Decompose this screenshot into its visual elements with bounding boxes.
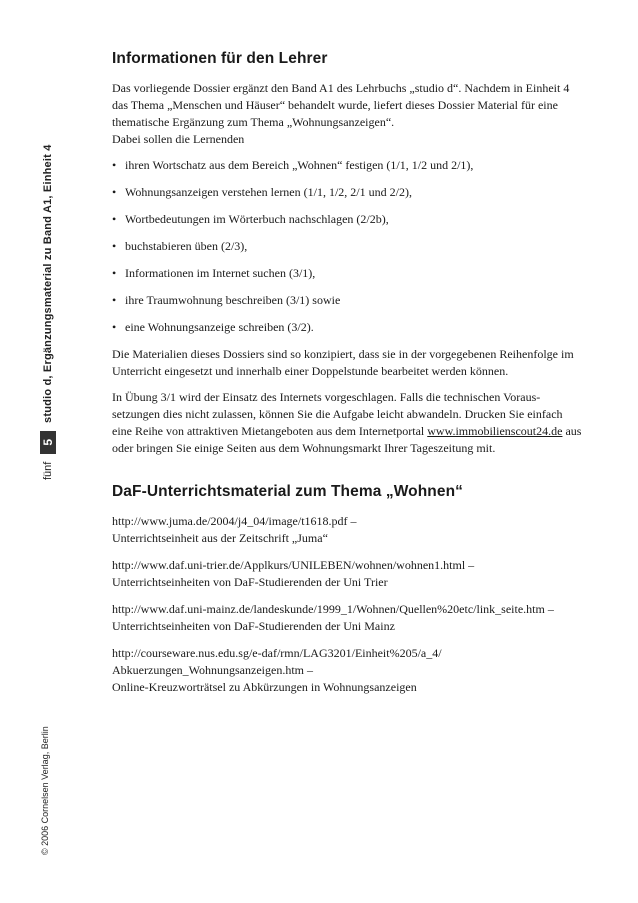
- copyright-notice: © 2006 Cornelsen Verlag, Berlin: [40, 726, 50, 855]
- page-number-badge: 5: [40, 431, 56, 454]
- internet-paragraph: In Übung 3/1 wird der Einsatz des Internets vorgeschlagen. Falls die technischen Voraus-setzungen dies nicht zulassen, können Sie die Aufgabe leicht abwandeln. Drucken Sie einfach eine Reihe von attraktiven Mietangeboten aus dem Internetportal www.immobilienscout24.de aus oder bringen Sie einige Seiten aus dem Wohnungsmarkt Ihrer Tageszeitung mit.: [112, 390, 582, 455]
- resource-item: [112, 557, 582, 591]
- resource-item: [112, 645, 582, 696]
- list-item: • Informationen im Internet suchen (3/1),: [112, 266, 316, 280]
- objectives-list: [112, 157, 582, 336]
- list-item: • eine Wohnungsanzeige schreiben (3/2).: [112, 320, 314, 334]
- list-item: • buchstabieren üben (2/3),: [112, 239, 248, 253]
- list-item: • Wohnungsanzeigen verstehen lernen (1/1, 1/2, 2/1 und 2/2),: [112, 185, 412, 199]
- page-word: fünf: [42, 461, 54, 480]
- resource-item: [112, 513, 582, 547]
- section-title-teacher-info: Informationen für den Lehrer: [112, 50, 328, 67]
- lead-text: Dabei sollen die Lernenden: [112, 132, 245, 146]
- main-content: [112, 50, 582, 706]
- resource-description: Unterrichtseinheit aus der Zeitschrift „Juma“: [112, 531, 328, 545]
- resource-url[interactable]: http://www.daf.uni-mainz.de/landeskunde/1999_1/Wohnen/Quellen%20etc/link_seite.htm –: [112, 602, 554, 616]
- section-title-daf-material: DaF-Unterrichtsmaterial zum Thema „Wohnen“: [112, 483, 463, 500]
- intro-paragraph: [112, 80, 582, 148]
- resource-item: [112, 601, 582, 635]
- materials-paragraph: Die Materialien dieses Dossiers sind so konzipiert, dass sie in der vorgegebenen Reihenfolge im Unterricht eingesetzt und innerhalb einer Doppelstunde bearbeitet werden können.: [112, 347, 574, 378]
- resource-url[interactable]: http://www.juma.de/2004/j4_04/image/t1618.pdf –: [112, 514, 357, 528]
- series-title: studio d, Ergänzungsmaterial zu Band A1, Einheit 4: [42, 144, 54, 423]
- intro-text: Das vorliegende Dossier ergänzt den Band A1 des Lehrbuchs „studio d“. Nachdem in Einheit 4 das Thema „Menschen und Häuser“ behandelt wurde, liefert dieses Dossier Material für eine thematische Ergänzung zum Thema „Wohnungsanzeigen“.: [112, 81, 570, 129]
- list-item: • ihre Traumwohnung beschreiben (3/1) sowie: [112, 293, 341, 307]
- resource-url[interactable]: http://courseware.nus.edu.sg/e-daf/rmn/LAG3201/Einheit%205/a_4/ Abkuerzungen_Wohnungsanzeigen.htm –: [112, 646, 442, 677]
- resource-list: [112, 513, 582, 696]
- resource-description: Unterrichtseinheiten von DaF-Studierenden der Uni Mainz: [112, 619, 395, 633]
- immobilienscout-link[interactable]: www.immobilienscout24.de: [427, 424, 563, 438]
- resource-url[interactable]: http://www.daf.uni-trier.de/Applkurs/UNILEBEN/wohnen/wohnen1.html –: [112, 558, 475, 572]
- resource-description: Unterrichtseinheiten von DaF-Studierenden der Uni Trier: [112, 575, 388, 589]
- section-daf-material: [112, 483, 582, 696]
- sidebar-header: [40, 144, 56, 480]
- list-item: • ihren Wortschatz aus dem Bereich „Wohnen“ festigen (1/1, 1/2 und 2/1),: [112, 158, 474, 172]
- list-item: • Wortbedeutungen im Wörterbuch nachschlagen (2/2b),: [112, 212, 389, 226]
- resource-description: Online-Kreuzworträtsel zu Abkürzungen in Wohnungsanzeigen: [112, 680, 417, 694]
